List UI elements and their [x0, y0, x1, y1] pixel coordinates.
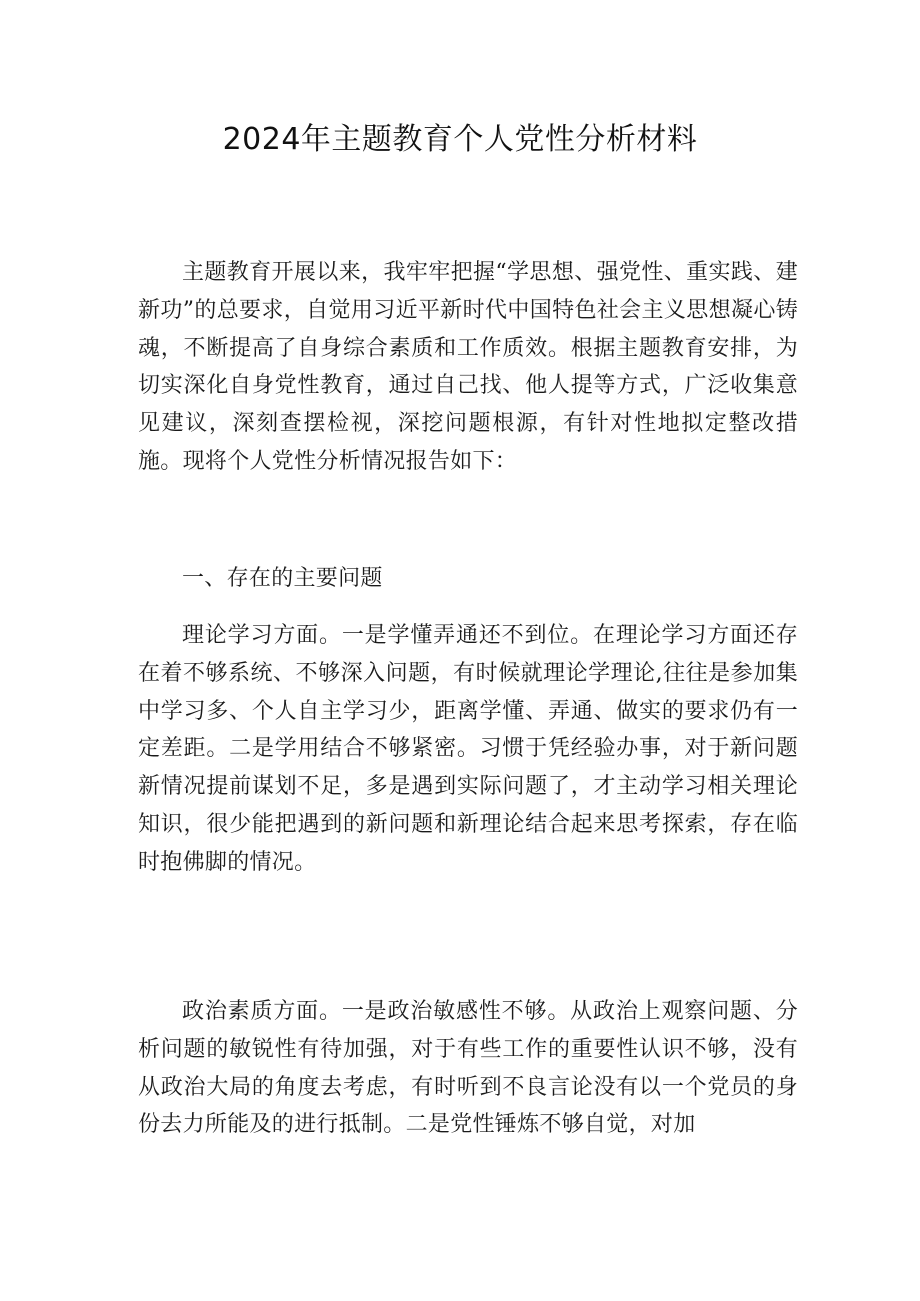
document-title: 2024年主题教育个人党性分析材料	[222, 122, 698, 157]
intro-paragraph: 主题教育开展以来，我牢牢把握“学思想、强党性、重实践、建新功”的总要求，自觉用习近平新时代中国特色社会主义思想凝心铸魂，不断提高了自身综合素质和工作质效。根据主题教育安排，为切实深化自身党性教育，通过自己找、他人提等方式，广泛收集意见建议，深刻查摆检视，深挖问题根源，有针对性地拟定整改措施。现将个人党性分析情况报告如下：	[138, 260, 798, 474]
theory-study-paragraph: 理论学习方面。一是学懂弄通还不到位。在理论学习方面还存在着不够系统、不够深入问题，有时候就理论学理论,往往是参加集中学习多、个人自主学习少，距离学懂、弄通、做实的要求仍有一定差距。二是学用结合不够紧密。习惯于凭经验办事，对于新问题新情况提前谋划不足，多是遇到实际问题了，才主动学习相关理论知识，很少能把遇到的新问题和新理论结合起来思考探索，存在临时抱佛脚的情况。	[138, 623, 798, 875]
section-heading-problems: 一、存在的主要问题	[182, 566, 383, 591]
political-quality-paragraph: 政治素质方面。一是政治敏感性不够。从政治上观察问题、分析问题的敏锐性有待加强，对于有些工作的重要性认识不够，没有从政治大局的角度去考虑，有时听到不良言论没有以一个党员的身份去力所能及的进行抵制。二是党性锤炼不够自觉，对加	[138, 999, 798, 1138]
